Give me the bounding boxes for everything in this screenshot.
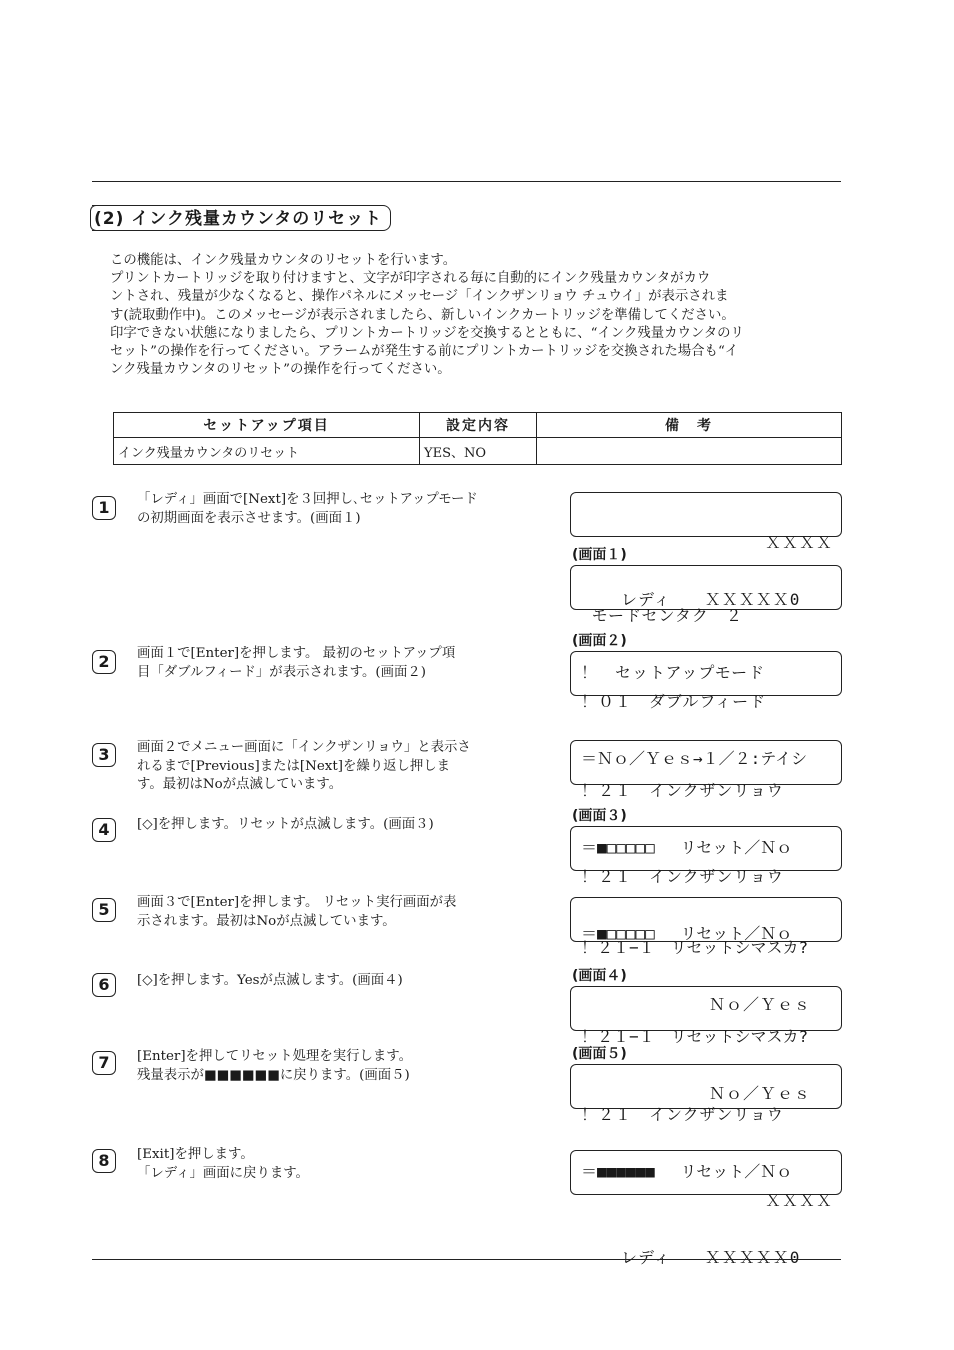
lcd-line: ！２１ インクザンリョウ <box>581 1105 784 1124</box>
step-5-number: 5 <box>92 898 116 922</box>
lcd-line: モードセンタク ２ <box>581 606 743 625</box>
lcd-line: ！２１ インクザンリョウ <box>581 781 784 800</box>
step-line: 示されます。最初はNoが点滅しています。 <box>137 913 396 929</box>
remaining-bar: ＝■□□□□□ <box>581 924 681 943</box>
screen-4-label: (画面４) <box>572 968 627 984</box>
lcd-line: レディ ＸＸＸＸＸ0 <box>621 590 801 609</box>
remaining-bar: ＝■□□□□□ <box>581 838 681 857</box>
screen-2-label: (画面２) <box>572 633 627 649</box>
no-option: Ｎｏ <box>760 838 793 857</box>
no-option: Ｎｏ <box>760 1162 793 1181</box>
lcd-line: ！２１−１ リセットシマスカ? <box>581 1027 809 1046</box>
intro-line: プリントカートリッジを取り付けますと、文字が印字される毎に自動的にインク残量カウンタがカウ <box>110 271 711 287</box>
step-line: [◇]を押します。リセットが点滅します。(画面３) <box>137 817 434 832</box>
table-row <box>114 438 842 465</box>
yes-option: ／Ｙｅｓ <box>743 995 812 1014</box>
step-line: 「レディ」画面で[Next]を３回押し､セットアップモード <box>137 492 478 507</box>
step-line: す。最初はNoが点滅しています。 <box>137 777 343 792</box>
step-1-text <box>137 491 537 528</box>
lcd-line: レディ ＸＸＸＸＸ0 <box>621 1248 801 1267</box>
screen-1-label: (画面１) <box>572 547 627 563</box>
step-5-text <box>137 894 537 931</box>
step-line: 画面２でメニュー画面に「インクザンリョウ」と表示さ <box>137 740 471 755</box>
step-line: [◇]を押します。Yesが点滅します。(画面４) <box>137 973 403 988</box>
header-setting: 設定内容 <box>420 413 537 438</box>
cell-remarks <box>537 438 842 465</box>
step-6-text <box>137 972 537 991</box>
lcd-line: ＸＸＸＸ <box>764 1191 833 1210</box>
reset-option: リセット <box>680 924 745 943</box>
header-setup-item: セットアップ項目 <box>114 413 420 438</box>
step-line: 画面１で[Enter]を押します。 最初のセットアップ項 <box>137 646 456 661</box>
remaining-bar: ＝■■■■■■ <box>581 1162 681 1181</box>
lcd-line: ！２１−１ リセットシマスカ? <box>581 938 809 957</box>
intro-text <box>110 252 842 379</box>
step-7-text <box>137 1048 537 1085</box>
step-line: [Enter]を押してリセット処理を実行します。 <box>137 1049 412 1064</box>
lcd-line: ！０１ ダブルフィード <box>581 692 767 711</box>
table-header-row <box>114 413 842 438</box>
step-line: 「レディ」画面に戻ります。 <box>137 1165 309 1181</box>
lcd-line: ＸＸＸＸ <box>764 533 833 552</box>
cell-item: インク残量カウンタのリセット <box>114 438 420 465</box>
no-option: Ｎｏ／ <box>709 1084 761 1103</box>
lcd-line: ！２１ インクザンリョウ <box>581 867 784 886</box>
header-remarks: 備 考 <box>537 413 842 438</box>
screen-3-label: (画面３) <box>572 808 627 824</box>
intro-line: ントされ、残量が少なくなると、操作パネルにメッセージ「インクザンリョウ チュウイ」が表示されま <box>110 289 729 305</box>
step-8-text <box>137 1146 537 1183</box>
reset-option: リセット／ <box>680 1162 761 1181</box>
step-line: の初期画面を表示させます。(画面１) <box>137 510 361 526</box>
lcd-line: ！ セットアップモード <box>581 663 766 682</box>
intro-line: ンク残量カウンタのリセット”の操作を行ってください。 <box>110 362 451 378</box>
step-6-number: 6 <box>92 973 116 997</box>
lcd-screen-5 <box>570 1064 842 1181</box>
yes-option: Ｙｅｓ <box>760 1084 812 1103</box>
step-2-text <box>137 645 537 682</box>
step-line: 画面３で[Enter]を押します。 リセット実行画面が表 <box>137 895 457 910</box>
step-3-number: 3 <box>92 743 116 767</box>
lcd-ready-screen-final <box>570 1150 842 1267</box>
intro-line: セット”の操作を行ってください。アラームが発生する前にプリントカートリッジを交換された場合も“イ <box>110 344 739 360</box>
step-8-number: 8 <box>92 1149 116 1173</box>
lcd-screen-3 <box>570 826 842 943</box>
step-7-number: 7 <box>92 1051 116 1075</box>
setup-table <box>113 412 842 465</box>
step-4-number: 4 <box>92 818 116 842</box>
step-line: [Exit]を押します。 <box>137 1147 254 1162</box>
lcd-line: ＝Ｎｏ／Ｙｅｓ→１／２:テイシ <box>581 749 808 768</box>
lcd-screen-2 <box>570 651 842 768</box>
no-option: Ｎｏ <box>709 995 744 1014</box>
step-line: 残量表示が■■■■■■に戻ります。(画面５) <box>137 1067 410 1083</box>
intro-line: す(読取動作中)。このメッセージが表示されましたら、新しいインクカートリッジを準備してください。 <box>110 307 735 323</box>
cell-setting: YES、NO <box>420 438 537 465</box>
screen-5-label: (画面５) <box>572 1046 627 1062</box>
reset-option: リセット／ <box>680 838 761 857</box>
step-2-number: 2 <box>92 650 116 674</box>
step-line: 目「ダブルフィード」が表示されます。(画面２) <box>137 664 426 680</box>
top-rule <box>92 181 841 182</box>
bottom-rule <box>92 1259 841 1260</box>
step-line: れるまで[Previous]または[Next]を繰り返し押しま <box>137 758 451 774</box>
section-title: (2) インク残量カウンタのリセット <box>92 205 391 231</box>
intro-line: この機能は、インク残量カウンタのリセットを行います。 <box>110 253 457 268</box>
step-3-text <box>137 739 537 795</box>
no-option: ／Ｎｏ <box>744 924 793 943</box>
intro-line: 印字できない状態になりましたら、プリントカートリッジを交換するとともに、“インク残量カウンタのリ <box>110 325 744 341</box>
step-4-text <box>137 816 537 835</box>
step-1-number: 1 <box>92 496 116 520</box>
